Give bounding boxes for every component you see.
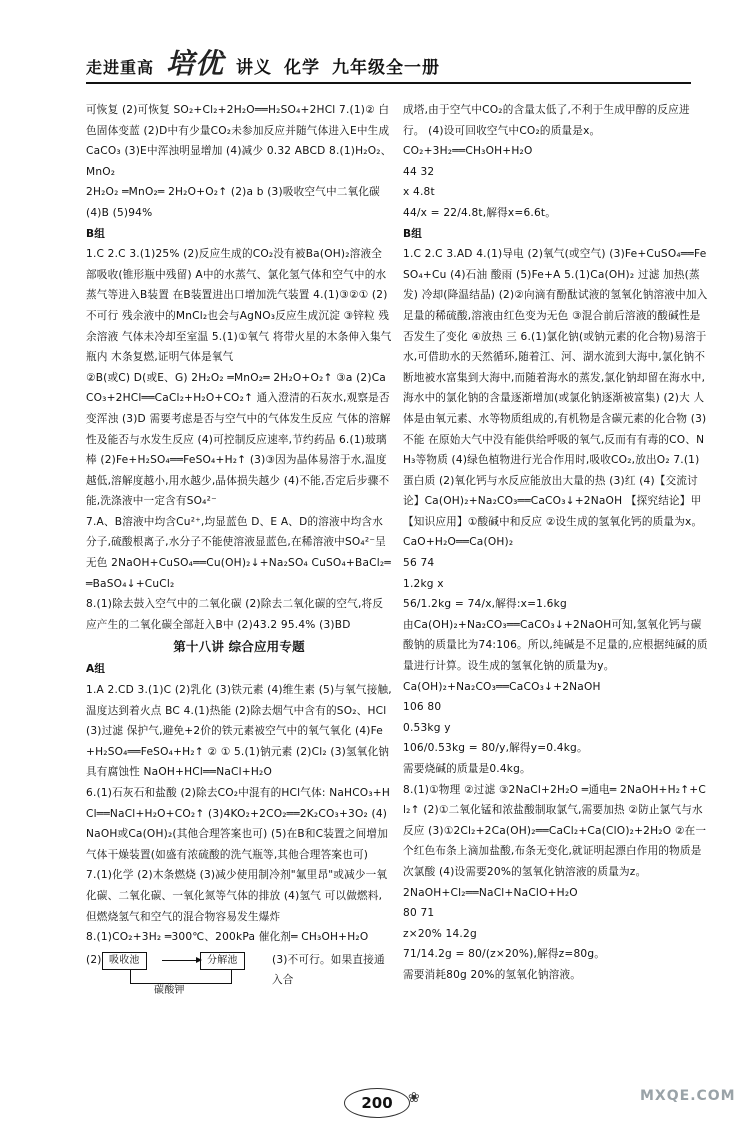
equation-line: x 4.8t (403, 186, 435, 199)
equation-line: z×20% 14.2g (403, 927, 477, 940)
answer-paragraph: 6.(1)石灰石和盐酸 (2)除去CO₂中混有的HCl气体: NaHCO₃+HCl══NaCl+H₂O+CO₂↑ (3)4KO₂+2CO₂══2K₂CO₃+3O₂ (4)NaOH或Ca(OH)₂(其他合理答案也可) (5)在B和C装置之间增加气体干燥装置(如盛有浓硫酸的洗气瓶等,其他合理答案也可) (86, 787, 391, 861)
recycle-loop (130, 969, 232, 984)
decomposition-tank-box: 分解池 (200, 952, 245, 970)
answer-paragraph: 1.C 2.C 3.(1)25% (2)反应生成的CO₂没有被Ba(OH)₂溶液全部吸收(锥形瓶中残留) A中的水蒸气、氯化氢气体和空气中的水蒸气等进入B装置 在B装置进出口增加洗气装置 4.(1)③②① (2)不可行 残余液中的MnCl₂也会与AgNO₃反应生成沉淀 ③锌粒 残余溶液 气体未冷却至室温 5.(1)①氧气 将带火星的木条伸入集气瓶内 木条复燃,证明气体是氧气 (86, 248, 392, 364)
series-script-logo: 培优 (166, 47, 225, 80)
answer-paragraph: 7.(1)化学 (2)木条燃烧 (3)减少使用制冷剂"氟里昂"或减少一氧化碳、二氧化碳、一氧化氮等气体的排放 (4)氢气 可以做燃料,但燃烧氢气和空气的混合物容易发生爆炸 (86, 869, 388, 923)
group-label: A组 (86, 663, 106, 676)
equation-line: Ca(OH)₂+Na₂CO₃══CaCO₃↓+2NaOH (403, 680, 601, 693)
answer-paragraph: 需要消耗80g 20%的氢氧化钠溶液。 (403, 968, 582, 981)
equation-line: 44/x = 22/4.8t,解得x=6.6t。 (403, 206, 557, 219)
equation-line: CaO+H₂O══Ca(OH)₂ (403, 536, 514, 549)
series-brand: 走进重高 (86, 58, 155, 77)
group-label: B组 (403, 227, 423, 240)
equation-line: 44 32 (403, 165, 435, 178)
group-label: B组 (86, 227, 106, 240)
answer-paragraph: 8.(1)①物理 ②过滤 ③2NaCl+2H₂O ═通电═ 2NaOH+H₂↑+Cl₂↑ (2)①二氧化锰和浓盐酸制取氯气,需要加热 ②防止氯气与水反应 (3)①2Cl₂+2Ca(OH)₂══CaCl₂+Ca(ClO)₂+2H₂O ②在一个红色布条上滴加盐酸,布条无变化,就证明起漂白作用的物质是次氯酸 (4)设需要20%的氢氧化钠溶液的质量为z。 (403, 783, 707, 878)
answer-paragraph: 2H₂O₂ ═MnO₂═ 2H₂O+O₂↑ (2)a b (3)吸收空气中二氧化碳 (4)B (5)94% (86, 186, 380, 219)
equation-line: 0.53kg y (403, 721, 451, 734)
subject-name: 化学 (284, 58, 321, 78)
header-rule (86, 82, 691, 84)
equation-line: 80 71 (403, 907, 435, 920)
flow-arrow (162, 960, 198, 961)
grade-name: 九年级全一册 (332, 58, 441, 78)
equation-line: 71/14.2g = 80/(z×20%),解得z=80g。 (403, 948, 606, 961)
answer-paragraph: (3)不可行。如果直接通入合 (272, 953, 385, 987)
watermark: MXQE.COM (640, 1088, 736, 1104)
answer-paragraph: 7.A、B溶液中均含Cu²⁺,均显蓝色 D、E A、D的溶液中均含水分子,硫酸根离子,水分子不能使溶液显蓝色,在稀溶液中SO₄²⁻呈无色 2NaOH+CuSO₄══Cu(OH)₂↓+Na₂SO₄ CuSO₄+BaCl₂══BaSO₄↓+CuCl₂ (86, 515, 391, 590)
section-title: 第十八讲 综合应用专题 (173, 639, 305, 655)
diagram-label: (2) (86, 953, 102, 966)
equation-line: 1.2kg x (403, 577, 444, 590)
absorption-tank-box: 吸收池 (102, 952, 147, 970)
page-number: 200 (344, 1088, 410, 1118)
answer-paragraph: 8.(1)除去鼓入空气中的二氧化碳 (2)除去二氧化碳的空气,将反应产生的二氧化碳全部赶入B中 (2)43.2 95.4% (3)BD (86, 598, 384, 631)
equation-line: 106/0.53kg = 80/y,解得y=0.4kg。 (403, 742, 588, 755)
left-column (86, 100, 392, 1002)
process-diagram (86, 950, 392, 1002)
answer-paragraph: 成塔,由于空气中CO₂的含量太低了,不利于生成甲醇的反应进行。 (4)设可回收空气中CO₂的质量是x。 (403, 104, 690, 137)
answer-paragraph: 8.(1)CO₂+3H₂ ═300℃、200kPa 催化剂═ CH₃OH+H₂O (86, 931, 369, 944)
answer-paragraph: 需要烧碱的质量是0.4kg。 (403, 763, 531, 775)
answer-paragraph: 可恢复 (2)可恢复 SO₂+Cl₂+2H₂O══H₂SO₄+2HCl 7.(1)② 白色固体变蓝 (2)D中有少量CO₂未参加反应并随气体进入E中生成CaCO₃ (3)E中浑浊明显增加 (4)减少 0.32 ABCD 8.(1)H₂O₂、MnO₂ (86, 104, 392, 178)
equation-line: CO₂+3H₂══CH₃OH+H₂O (403, 145, 533, 158)
recycle-label: 碳酸钾 (154, 984, 185, 996)
answer-paragraph: 1.A 2.CD 3.(1)C (2)乳化 (3)铁元素 (4)维生素 (5)与氧气接触,温度达到着火点 BC 4.(1)热能 (2)除去烟气中含有的SO₂、HCl (3)过滤 保护气,避免+2价的铁元素被空气中的氧气氧化 (4)Fe+H₂SO₄══FeSO₄+H₂↑ ② ① 5.(1)钠元素 (2)Cl₂ (3)氢氧化钠具有腐蚀性 NaOH+HCl══NaCl+H₂O (86, 684, 392, 779)
diagram-flow (102, 950, 272, 1002)
page-header (86, 38, 686, 78)
equation-line: 2NaOH+Cl₂══NaCl+NaClO+H₂O (403, 886, 578, 899)
answer-paragraph: 1.C 2.C 3.AD 4.(1)导电 (2)氧气(或空气) (3)Fe+CuSO₄══FeSO₄+Cu (4)石油 酸雨 (5)Fe+A 5.(1)Ca(OH)₂ 过滤 加热(蒸发) 冷却(降温结晶) (2)②向滴有酚酞试液的氢氧化钠溶液中加入足量的稀硫酸,溶液由红色变为无色 ③混合前后溶液的酸碱性是否发生了变化 ④放热 三 6.(1)氯化钠(或钠元素的化合物)易溶于水,可借助水的天然循环,随着江、河、湖水流到大海中,氯化钠不断地被水富集到大海中,而随着海水的蒸发,氯化钠却留在海水中,海水中的氯化钠的含量逐渐增加(或氯化钠逐渐被富集) (2)大 人体是由氧元素、水等物质组成的,有机物是含碳元素的化合物 (3)不能 在原始大气中没有能供给呼吸的氧气,反而有有毒的CO、NH₃等物质 (4)绿色植物进行光合作用时,吸收CO₂,放出O₂ 7.(1)蛋白质 (2)氧化钙与水反应能放出大量的热 (3)红 (4)【交流讨论】Ca(OH)₂+Na₂CO₃══CaCO₃↓+2NaOH 【探究结论】甲 【知识应用】①酸碱中和反应 ②设生成的氢氧化钙的质量为x。 (403, 248, 708, 528)
answer-paragraph: 由Ca(OH)₂+Na₂CO₃══CaCO₃↓+2NaOH可知,氢氧化钙与碳酸钠的质量比为74:106。所以,纯碱是不足量的,应根据纯碱的质量进行计算。设生成的氢氧化钠的质量为y。 (403, 618, 708, 673)
leaf-decoration-icon: ❀ (408, 1090, 420, 1106)
equation-line: 56/1.2kg = 74/x,解得:x=1.6kg (403, 598, 567, 611)
equation-line: 106 80 (403, 701, 442, 714)
answer-paragraph: ②B(或C) D(或E、G) 2H₂O₂ ═MnO₂═ 2H₂O+O₂↑ ③a (2)CaCO₃+2HCl══CaCl₂+H₂O+CO₂↑ 通入澄清的石灰水,观察是否变浑浊 (3)D 需要考虑是否与空气中的气体发生反应 气体的溶解性及能否与水发生反应 (4)可控制反应速率,节约药品 6.(1)玻璃棒 (2)Fe+H₂SO₄══FeSO₄+H₂↑ (3)③因为晶体易溶于水,温度越低,溶解度越小,用水越少,晶体损失越少 (4)不能,否定后步骤不能,洗涤液中一定含有SO₄²⁻ (86, 371, 391, 508)
right-column (403, 100, 709, 986)
series-name: 讲义 (236, 58, 273, 78)
equation-line: 56 74 (403, 557, 435, 570)
